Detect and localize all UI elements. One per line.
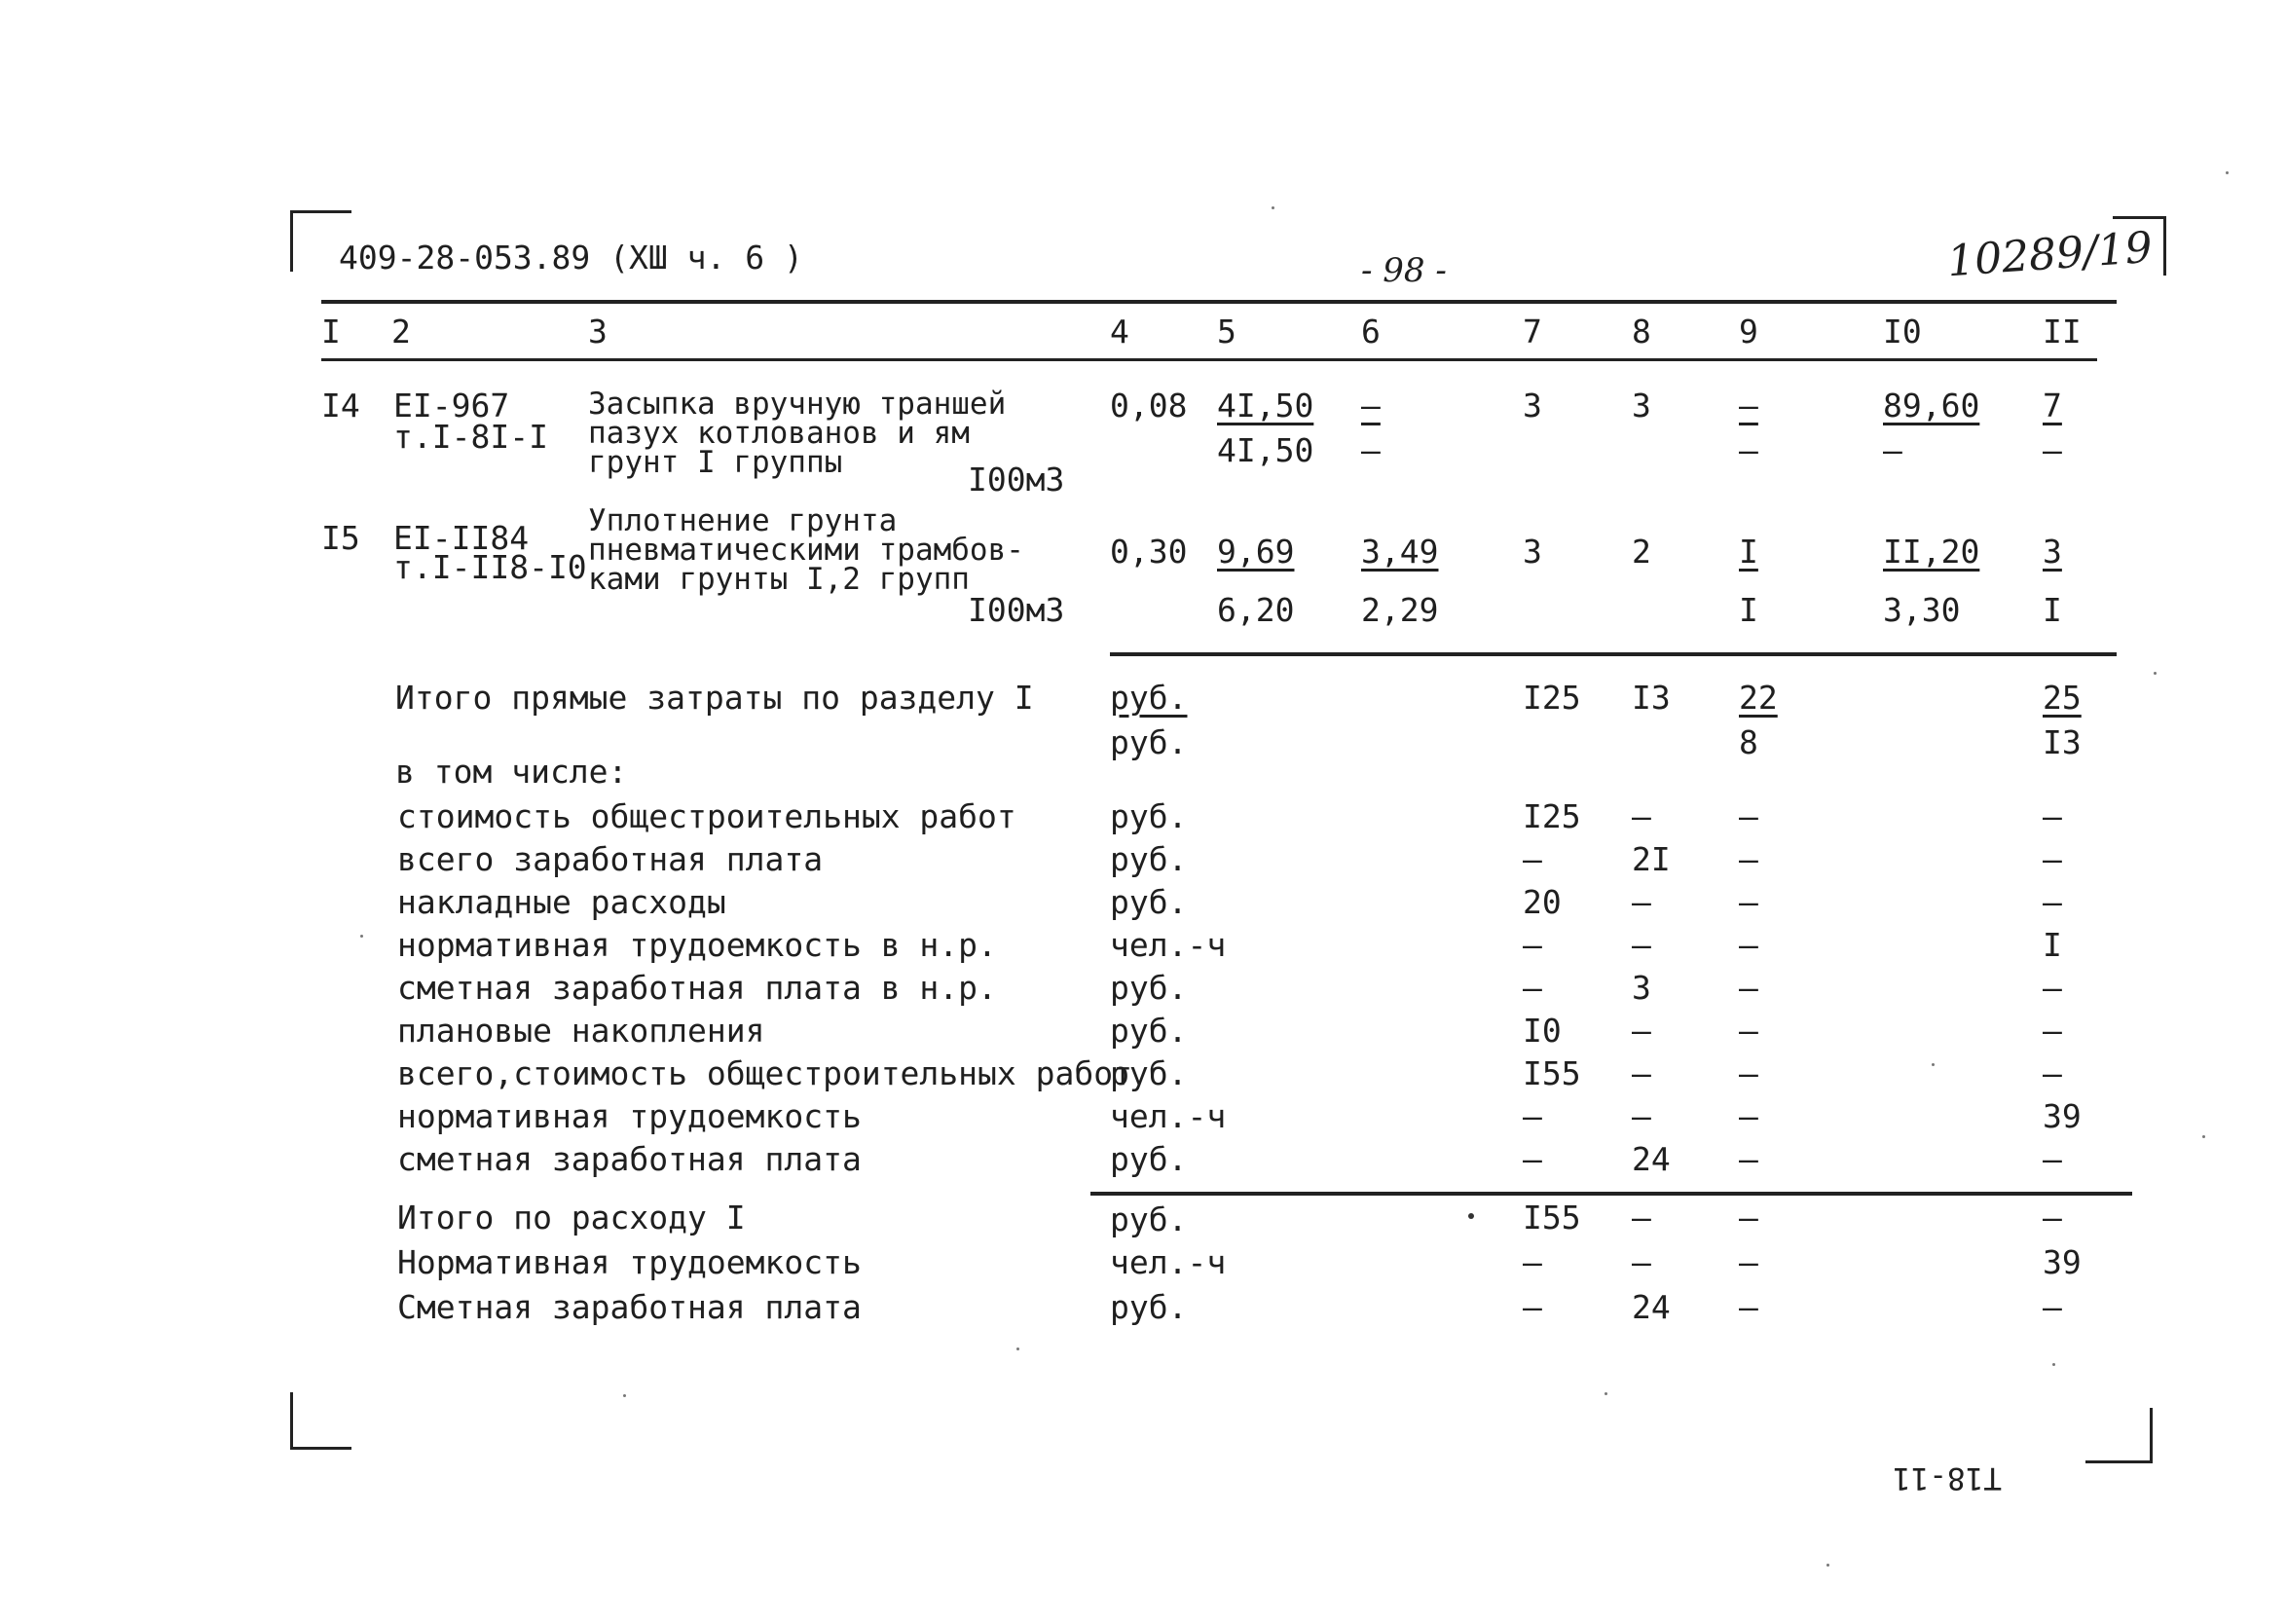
breakdown-label: нормативная трудоемкость (397, 1097, 862, 1135)
final-label: Итого по расходу I (397, 1199, 746, 1236)
scan-speck (360, 935, 363, 938)
column-header-1: I (321, 313, 341, 351)
breakdown-unit: руб. (1110, 1140, 1188, 1178)
work-description-line: грунт I группы (588, 445, 843, 480)
breakdown-col7: – (1523, 840, 1542, 878)
breakdown-col9: – (1739, 797, 1758, 835)
breakdown-label: всего,стоимость общестроительных работ (397, 1054, 1132, 1092)
norm-table-ref: т.I-II8-I0 (393, 548, 587, 586)
work-description-line: ками грунты I,2 групп (588, 562, 970, 597)
scan-speck (1272, 206, 1274, 209)
column-header-rule (321, 358, 2097, 361)
col8-cell: 3 (1632, 387, 1651, 424)
measure-unit: I00м3 (968, 591, 1065, 629)
breakdown-col9: – (1739, 840, 1758, 878)
work-description-line: пазух котлованов и ям (588, 416, 970, 451)
breakdown-unit: чел.-ч (1110, 926, 1227, 964)
work-description-line: пневматическими трамбов- (588, 533, 1024, 568)
quantity-cell: 0,08 (1110, 387, 1188, 424)
including-label: в том числе: (395, 753, 628, 791)
totals-col9-top: 22 (1739, 679, 1778, 717)
norm-table-ref: т.I-8I-I (393, 418, 548, 456)
breakdown-label: сметная заработная плата (397, 1140, 862, 1178)
column-header-3: 3 (588, 313, 608, 351)
final-col7: I55 (1523, 1199, 1581, 1236)
breakdown-col8: – (1632, 926, 1651, 964)
breakdown-col9: – (1739, 883, 1758, 921)
col8-cell: 2 (1632, 533, 1651, 571)
breakdown-col8: 2I (1632, 840, 1671, 878)
breakdown-col8: 24 (1632, 1140, 1671, 1178)
col10-top-cell: II,20 (1883, 533, 1980, 571)
final-label: Сметная заработная плата (397, 1288, 862, 1326)
breakdown-col11: I (2043, 926, 2062, 964)
breakdown-unit: чел.-ч (1110, 1097, 1227, 1135)
col6-top-cell: – (1361, 387, 1381, 424)
breakdown-unit: руб. (1110, 797, 1188, 835)
col9-bottom-cell: – (1739, 431, 1758, 469)
column-header-4: 4 (1110, 313, 1129, 351)
breakdown-unit: руб. (1110, 1012, 1188, 1050)
col9-bottom-cell: I (1739, 591, 1758, 629)
scan-speck (1932, 1063, 1935, 1066)
breakdown-col11: – (2043, 840, 2062, 878)
col5-bottom-cell: 4I,50 (1217, 431, 1314, 469)
column-header-8: 8 (1632, 313, 1651, 351)
breakdown-col8: – (1632, 1054, 1651, 1092)
scan-speck (2052, 1363, 2055, 1366)
totals-col7: I25 (1523, 679, 1581, 717)
breakdown-col11: – (2043, 1012, 2062, 1050)
column-header-5: 5 (1217, 313, 1236, 351)
final-unit: руб. (1110, 1288, 1188, 1326)
quantity-cell: 0,30 (1110, 533, 1188, 571)
column-header-6: 6 (1361, 313, 1381, 351)
scan-speck (1826, 1564, 1829, 1567)
breakdown-col9: – (1739, 1012, 1758, 1050)
measure-unit: I00м3 (968, 461, 1065, 498)
totals-rule (1110, 652, 2117, 656)
final-unit: руб. (1110, 1200, 1188, 1238)
final-col11: – (2043, 1288, 2062, 1326)
breakdown-col9: – (1739, 1054, 1758, 1092)
breakdown-col7: I25 (1523, 797, 1581, 835)
scan-speck (1016, 1347, 1019, 1350)
totals-col8: I3 (1632, 679, 1671, 717)
final-col11: – (2043, 1199, 2062, 1236)
breakdown-col8: – (1632, 797, 1651, 835)
column-header-2: 2 (391, 313, 411, 351)
col11-bottom-cell: I (2043, 591, 2062, 629)
final-col8: 24 (1632, 1288, 1671, 1326)
breakdown-col9: – (1739, 969, 1758, 1007)
breakdown-col9: – (1739, 1097, 1758, 1135)
totals-col9-bottom: 8 (1739, 723, 1758, 761)
breakdown-col8: – (1632, 1097, 1651, 1135)
scan-speck (1468, 1213, 1474, 1219)
final-totals-rule (1090, 1192, 2132, 1196)
column-header-7: 7 (1523, 313, 1542, 351)
column-header-10: I0 (1883, 313, 1922, 351)
breakdown-col11: – (2043, 969, 2062, 1007)
breakdown-unit: руб. (1110, 883, 1188, 921)
breakdown-col7: – (1523, 1140, 1542, 1178)
work-description-line: Уплотнение грунта (588, 503, 898, 538)
scan-speck (1605, 1392, 1607, 1395)
col9-top-cell: I (1739, 533, 1758, 571)
norm-code: EI-967 (393, 387, 510, 424)
totals-unit-bottom: руб. (1110, 723, 1188, 761)
table-top-rule (321, 300, 2117, 304)
col7-cell: 3 (1523, 533, 1542, 571)
breakdown-label: всего заработная плата (397, 840, 824, 878)
breakdown-label: накладные расходы (397, 883, 726, 921)
work-description-line: Засыпка вручную траншей (588, 387, 1007, 422)
final-col8: – (1632, 1243, 1651, 1281)
col7-cell: 3 (1523, 387, 1542, 424)
breakdown-col7: – (1523, 1097, 1542, 1135)
column-header-9: 9 (1739, 313, 1758, 351)
breakdown-label: стоимость общестроительных работ (397, 797, 1016, 835)
row-number: I5 (321, 519, 360, 557)
breakdown-label: плановые накопления (397, 1012, 765, 1050)
final-unit: чел.-ч (1110, 1243, 1227, 1281)
col5-bottom-cell: 6,20 (1217, 591, 1295, 629)
breakdown-col7: – (1523, 926, 1542, 964)
final-col9: – (1739, 1243, 1758, 1281)
col11-top-cell: 7 (2043, 387, 2062, 424)
totals-unit-top: руб. (1110, 679, 1188, 717)
row-number: I4 (321, 387, 360, 424)
col10-bottom-cell: – (1883, 431, 1902, 469)
breakdown-unit: руб. (1110, 1054, 1188, 1092)
final-col8: – (1632, 1199, 1651, 1236)
scan-speck (623, 1394, 626, 1397)
page-number: - 98 - (1361, 251, 1447, 290)
totals-col11-bottom: I3 (2043, 723, 2082, 761)
final-label: Нормативная трудоемкость (397, 1243, 862, 1281)
breakdown-unit: руб. (1110, 840, 1188, 878)
totals-col11-top: 25 (2043, 679, 2082, 717)
col11-bottom-cell: – (2043, 431, 2062, 469)
column-header-11: II (2043, 313, 2082, 351)
final-col7: – (1523, 1288, 1542, 1326)
breakdown-col7: I55 (1523, 1054, 1581, 1092)
col9-top-cell: – (1739, 387, 1758, 424)
breakdown-unit: руб. (1110, 969, 1188, 1007)
breakdown-col7: 20 (1523, 883, 1562, 921)
totals-label: Итого прямые затраты по разделу I (395, 679, 1034, 717)
col11-top-cell: 3 (2043, 533, 2062, 571)
breakdown-label: сметная заработная плата в н.р. (397, 969, 997, 1007)
breakdown-col8: – (1632, 883, 1651, 921)
breakdown-col7: I0 (1523, 1012, 1562, 1050)
breakdown-col11: – (2043, 1054, 2062, 1092)
breakdown-label: нормативная трудоемкость в н.р. (397, 926, 997, 964)
scan-speck (2202, 1135, 2205, 1138)
breakdown-col11: – (2043, 1140, 2062, 1178)
footer-code: T18-11 (1893, 1460, 2002, 1495)
breakdown-col7: – (1523, 969, 1542, 1007)
document-code: 409-28-053.89 (XШ ч. 6 ) (339, 239, 803, 277)
breakdown-col11: – (2043, 883, 2062, 921)
norm-code: EI-II84 (393, 519, 530, 557)
frame-corner-bottom-right (2085, 1408, 2153, 1463)
col6-top-cell: 3,49 (1361, 533, 1439, 571)
col10-top-cell: 89,60 (1883, 387, 1980, 424)
breakdown-col9: – (1739, 1140, 1758, 1178)
col10-bottom-cell: 3,30 (1883, 591, 1961, 629)
breakdown-col8: 3 (1632, 969, 1651, 1007)
breakdown-col11: 39 (2043, 1097, 2082, 1135)
final-col9: – (1739, 1199, 1758, 1236)
col5-top-cell: 9,69 (1217, 533, 1295, 571)
final-col11: 39 (2043, 1243, 2082, 1281)
breakdown-col8: – (1632, 1012, 1651, 1050)
breakdown-col9: – (1739, 926, 1758, 964)
scan-speck (2226, 171, 2229, 174)
col6-bottom-cell: – (1361, 431, 1381, 469)
col5-top-cell: 4I,50 (1217, 387, 1314, 424)
frame-corner-bottom-left (290, 1392, 351, 1450)
breakdown-col11: – (2043, 797, 2062, 835)
handwritten-reference: 10289/19 (1945, 222, 2155, 287)
col6-bottom-cell: 2,29 (1361, 591, 1439, 629)
final-col7: – (1523, 1243, 1542, 1281)
scan-speck (2154, 672, 2157, 675)
final-col9: – (1739, 1288, 1758, 1326)
